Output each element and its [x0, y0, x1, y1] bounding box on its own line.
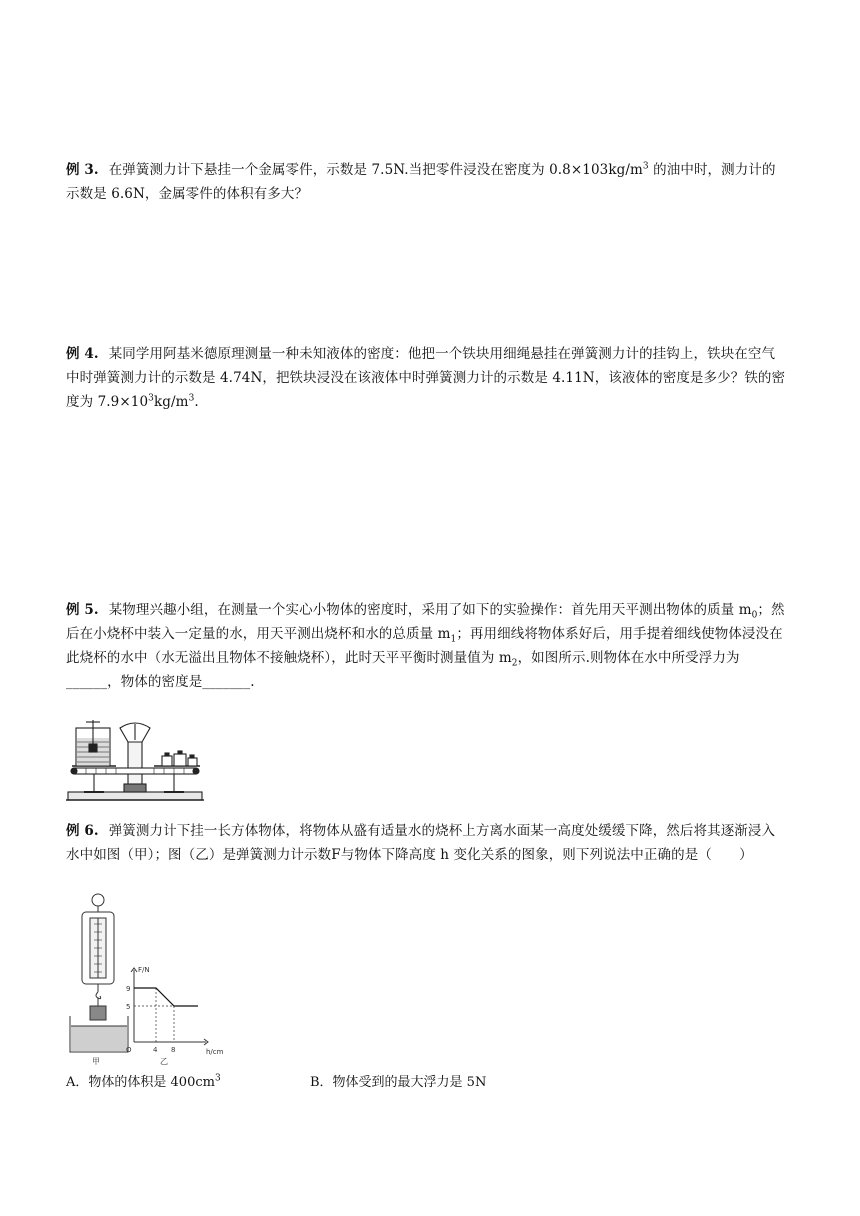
example-4-sup-1: 3: [148, 393, 154, 404]
example-3-text-b: 的油中时，测力计的示数是 6.6N，金属零件的体积有多大？: [66, 162, 776, 202]
example-5-p2: ；然后在小烧杯中装入一定量的水，用天平测出烧杯和水的总质量 m: [66, 602, 785, 642]
example-5-sub-0: 0: [751, 610, 758, 621]
label-yi: 乙: [160, 1057, 168, 1066]
example-4-label: 例 4.: [66, 346, 99, 362]
example-6-text: 弹簧测力计下挂一长方体物体，将物体从盛有适量水的烧杯上方离水面某一高度处缓缓下降，然后将其逐渐浸入水中如图（甲）；图（乙）是弹簧测力计示数F与物体下降高度 h 变化关系的图象，则下列说法中正确的是（ ）: [66, 823, 776, 863]
example-4-text-a: 某同学用阿基米德原理测量一种未知液体的密度：他把一个铁块用细绳悬挂在弹簧测力计的挂钩上，铁块在空气中时弹簧测力计的示数是 4.74N，把铁块浸没在该液体中时弹簧测力计的示数是 4.11N，该液体的密度是多少？铁的密度为 7.9×10: [66, 346, 786, 410]
spring-scale-graph-figure: [66, 892, 226, 1068]
graph-y-tick-9: 9: [126, 985, 131, 993]
example-5-label: 例 5.: [66, 602, 99, 618]
balance-scale-figure: [66, 718, 206, 804]
example-5-sub-1: 1: [450, 634, 457, 645]
option-b[interactable]: B．物体受到的最大浮力是 5N: [310, 1075, 487, 1090]
answer-options: [66, 1072, 788, 1094]
option-a[interactable]: [66, 1072, 310, 1094]
example-5-p1: 某物理兴趣小组，在测量一个实心小物体的密度时，采用了如下的实验操作：首先用天平测出物体的质量 m: [108, 602, 752, 618]
graph-y-tick-5: 5: [126, 1003, 131, 1011]
graph-x-label: h/cm: [206, 1048, 224, 1056]
example-6-label: 例 6.: [66, 823, 99, 839]
example-3-sup: 3: [642, 161, 649, 172]
example-4-text-c: .: [194, 394, 199, 410]
example-4: [66, 342, 788, 414]
example-5-p4: ，如图所示.则物体在水中所受浮力为______，物体的密度是_______.: [66, 650, 740, 690]
example-4-sup-2: 3: [188, 393, 195, 404]
option-a-text: A．物体的体积是 400cm: [66, 1075, 215, 1090]
example-5-sub-2: 2: [511, 658, 518, 669]
graph-origin: O: [126, 1046, 132, 1054]
example-5-p3: ；再用细线将物体系好后，用手提着细线使物体浸没在此烧杯的水中（水无溢出且物体不接触烧杯），此时天平平衡时测量值为 m: [66, 626, 783, 666]
graph-x-tick-4: 4: [153, 1046, 158, 1054]
example-3-text-a: 在弹簧测力计下悬挂一个金属零件，示数是 7.5N.当把零件浸没在密度为 0.8×103kg/m: [108, 162, 643, 178]
graph-x-tick-8: 8: [171, 1046, 176, 1054]
example-5: [66, 598, 788, 694]
example-4-text-b: kg/m: [153, 394, 189, 410]
option-a-sup: 3: [214, 1073, 221, 1084]
example-3-label: 例 3.: [66, 162, 99, 178]
example-3: [66, 158, 788, 206]
label-jia: 甲: [92, 1057, 100, 1066]
graph-y-label: F/N: [138, 966, 150, 974]
example-6: [66, 819, 788, 867]
